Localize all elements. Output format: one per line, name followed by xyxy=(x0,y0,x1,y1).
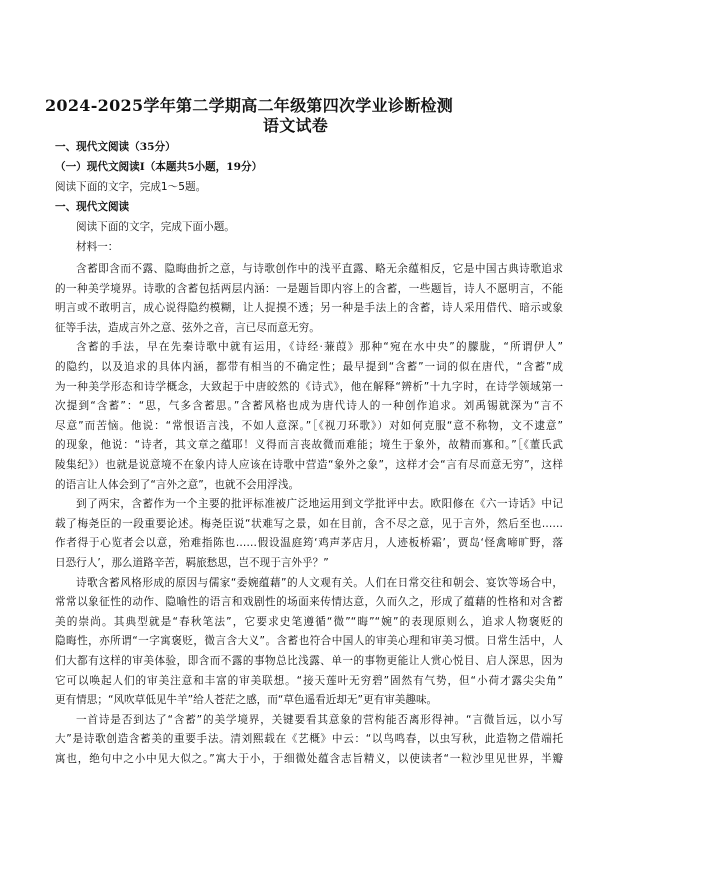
passage-line: 大”是诗歌创造含蓄美的重要手法。清刘熙载在《艺概》中云：“以鸟鸣春，以虫写秋，此造物之借端托 xyxy=(55,733,563,746)
instruction-secondary: 阅读下面的文字，完成下面小题。 xyxy=(76,221,235,233)
exam-subtitle: 语文试卷 xyxy=(262,116,329,135)
passage-line: 到了两宋，含蓄作为一个主要的批评标准被广泛地运用到文学批评中去。欧阳修在《六一诗话》中记 xyxy=(76,498,563,511)
passage-line: 为一种美学形态和诗学概念，大致起于中唐皎然的《诗式》，他在解释“辨析”十九字时，在诗学领域第一 xyxy=(55,380,563,393)
subsection-heading: （一）现代文阅读Ⅰ（本题共5小题，19分） xyxy=(55,161,263,173)
passage-line: 们大都有这样的审美体验，即含而不露的事物总比浅露、单一的事物更能让人赏心悦目、启人深思，因为 xyxy=(55,655,563,667)
passage-line: 含蓄即含而不露、隐晦曲折之意，与诗歌创作中的浅平直露、略无余蕴相反，它是中国古典诗歌追求 xyxy=(76,263,563,275)
passage-line: 日恐行人’，那么道路辛苦，羁旅愁思，岂不现于言外乎？” xyxy=(55,557,329,569)
passage-line: 陵集纪》）也就是说意境不在象内诗人应该在诗歌中营造“象外之象”，这样才会“言有尽而意无穷”，这样 xyxy=(55,459,563,471)
passage-line: 美的崇尚。其典型就是“春秋笔法”，它要求史笔遵循“微”“晦”“婉”的表现原则么，追求人物褒贬的 xyxy=(55,615,563,628)
material-label: 材料一： xyxy=(76,241,119,253)
passage-line: 诗歌含蓄风格形成的原因与儒家“委婉蕴藉”的人文观有关。人们在日常交往和朝会、宴饮等场合中， xyxy=(76,576,563,589)
passage-line: 常常以象征性的动作、隐喻性的语言和戏剧性的场面来传情达意，久而久之，形成了蕴藉的性格和对含蓄 xyxy=(55,596,563,609)
passage-line: 的隐约，以及追求的具体内涵，都带有相当的不确定性；最早提到“含蓄”一词的似在唐代，“含蓄”成 xyxy=(55,361,563,373)
passage-line: 的现象，他说：“诗者，其文章之蕴耶！义得而言丧故微而难能；境生于象外，故精而寡和。”［《董氏武 xyxy=(55,439,563,452)
passage-line: 明言或不敢明言，成心说得隐约模糊，让人捉摸不透；另一种是手法上的含蓄，诗人采用借代、暗示或象 xyxy=(55,302,563,315)
section-heading-repeat: 一、现代文阅读 xyxy=(55,201,130,213)
passage-line: 征等手法，造成言外之意、弦外之音，言已尽而意无穷。 xyxy=(55,321,320,334)
passage-line: 次提到“含蓄”：“思，气多含蓄思。”含蓄风格也成为唐代诗人的一种创作追求。刘禹锡就深为“言不 xyxy=(55,400,563,413)
passage-line: 作者得于心览者会以意，殆难指陈也……假设温庭筠‘鸡声茅店月，人迹板桥霜’，贾岛‘怪禽啼旷野，落 xyxy=(55,537,563,550)
passage-line: 寓也，绝句中之小中见大似之。”寓大于小，于细微处蕴含志旨精义，以使读者“一粒沙里见世界，半瓣 xyxy=(55,753,563,765)
passage-line: 一首诗是否到达了“含蓄”的美学境界，关键要看其意象的营构能否离形得神。“言微旨远，以小写 xyxy=(76,713,563,726)
exam-title: 2024-2025学年第二学期高二年级第四次学业诊断检测 xyxy=(45,96,454,115)
passage-line: 的一种美学境界。诗歌的含蓄包括两层内涵：一是题旨即内容上的含蓄，一些题旨，诗人不愿明言，不能 xyxy=(55,282,563,295)
passage-line: 载了梅尧臣的一段重要论述。梅尧臣说“状难写之景，如在目前，含不尽之意，见于言外，然后至也…… xyxy=(55,517,563,530)
instruction: 阅读下面的文字，完成1～5题。 xyxy=(55,181,207,193)
section-heading: 一、现代文阅读（35分） xyxy=(55,141,176,153)
passage-line: 尽意”而苦恼。他说：“常恨语言浅，不如人意深。”［《视刀环歌》）对如何克服“意不称物，文不逮意” xyxy=(55,419,563,432)
passage-line: 的语言让人体会到了“言外之意”，也就不会用浮浅。 xyxy=(55,478,300,491)
passage-line: 含蓄的手法，早在先秦诗歌中就有运用，《诗经·蒹葭》那种“宛在水中央”的朦胧，“所谓伊人” xyxy=(76,341,563,354)
passage-line: 它可以唤起人们的审美注意和丰富的审美联想。“接天莲叶无穷碧”固然有气势，但“小荷才露尖尖角” xyxy=(55,674,563,687)
passage-line: 隐晦性，亦所谓“一字寓褒贬，微言含大义”。含蓄也符合中国人的审美心理和审美习惯。日常生活中，人 xyxy=(55,635,563,648)
passage-line: 更有情思；“风吹草低见牛羊”给人苍茫之感，而“草色遥看近却无”更有审美趣味。 xyxy=(55,694,438,707)
